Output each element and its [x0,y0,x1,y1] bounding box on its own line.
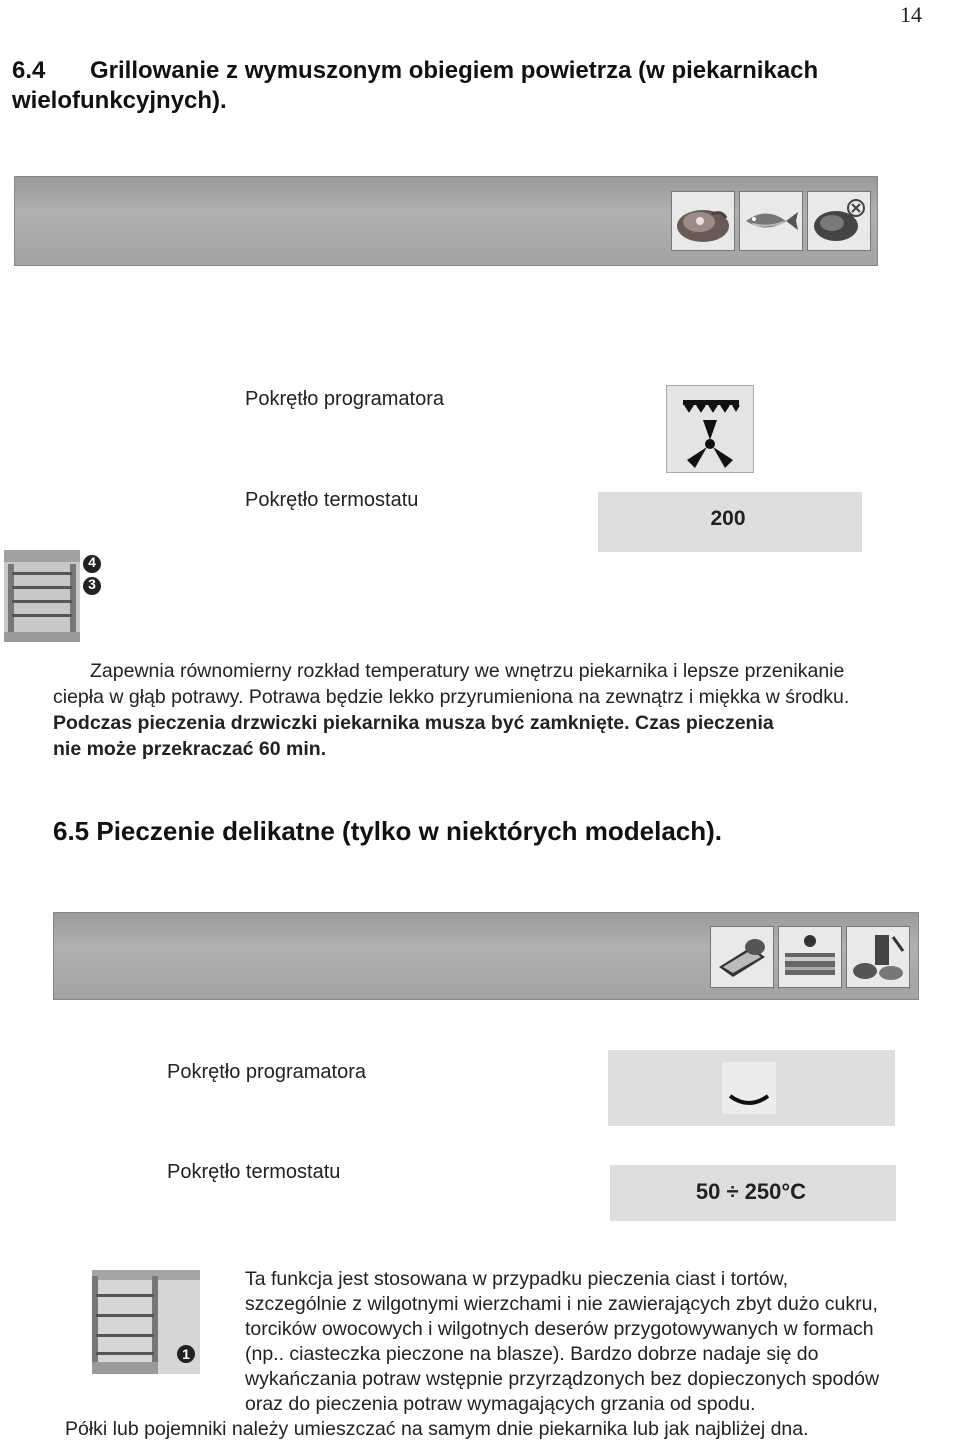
programmer-knob-label: Pokrętło programatora [167,1061,366,1083]
thermostat-knob-label: Pokrętło termostatu [167,1161,341,1183]
shelf-number-4: 4 [88,554,96,570]
section-title-line2: wielofunkcyjnych). [12,87,227,114]
bread-icon [710,926,774,988]
description-line: szczególnie z wilgotnymi wierzchami i nie zawierających zbyt dużo cukru, [245,1293,878,1315]
shelf-number-3: 3 [88,576,96,592]
bottom-heat-icon [722,1062,776,1114]
section-number: 6.4 [12,57,46,84]
section-heading-6-5: 6.5 Pieczenie delikatne (tylko w niektórych modelach). [53,816,723,846]
thermostat-display [598,492,862,552]
description-line: nie może przekraczać 60 min. [53,738,327,760]
shelf-number-1: 1 [182,1346,190,1362]
description-line: ciepła w głąb potrawy. Potrawa będzie lekko przyrumieniona na zewnątrz i miękka w środku. [53,686,850,708]
cake-icon [778,926,842,988]
description-line: wykańczania potraw wstępnie przyrządzonych bez dopieczonych spodów [245,1368,880,1390]
section-heading-6-4 [12,56,912,116]
shelf-position-diagram [92,1270,204,1374]
description-line: Zapewnia równomierny rozkład temperatury we wnętrzu piekarnika i lepsze przenikanie [90,660,845,682]
description-line: Ta funkcja jest stosowana w przypadku pieczenia ciast i tortów, [245,1268,789,1290]
food-icons-bar [53,912,919,1000]
description-line: oraz do pieczenia potraw wymagających grzania od spodu. [245,1393,756,1415]
grill-fan-icon [666,385,754,473]
fish-icon [739,191,803,251]
thermostat-display [610,1165,896,1221]
shelf-position-diagram [4,550,104,642]
section-title-line1: Grillowanie z wymuszonym obiegiem powietrza (w piekarnikach [90,57,819,84]
programmer-knob-label: Pokrętło programatora [245,388,444,410]
description-line: Półki lub pojemniki należy umieszczać na samym dnie piekarnika lub jak najbliżej dna. [65,1418,809,1440]
vegetables-icon [846,926,910,988]
programmer-display [608,1050,895,1126]
description-line: (np.. ciasteczka pieczone na blasze). Bardzo dobrze nadaje się do [245,1343,819,1365]
temperature-value: 200 [710,507,746,530]
food-icons-bar [14,176,878,266]
poultry-icon [807,191,871,251]
page-number: 14 [900,2,922,27]
description-line: Podczas pieczenia drzwiczki piekarnika musza być zamknięte. Czas pieczenia [53,712,774,734]
meat-icon [671,191,735,251]
description-line: torcików owocowych i wilgotnych deserów przygotowywanych w formach [245,1318,874,1340]
thermostat-knob-label: Pokrętło termostatu [245,489,419,511]
temperature-range: 50 ÷ 250°C [695,1179,807,1204]
